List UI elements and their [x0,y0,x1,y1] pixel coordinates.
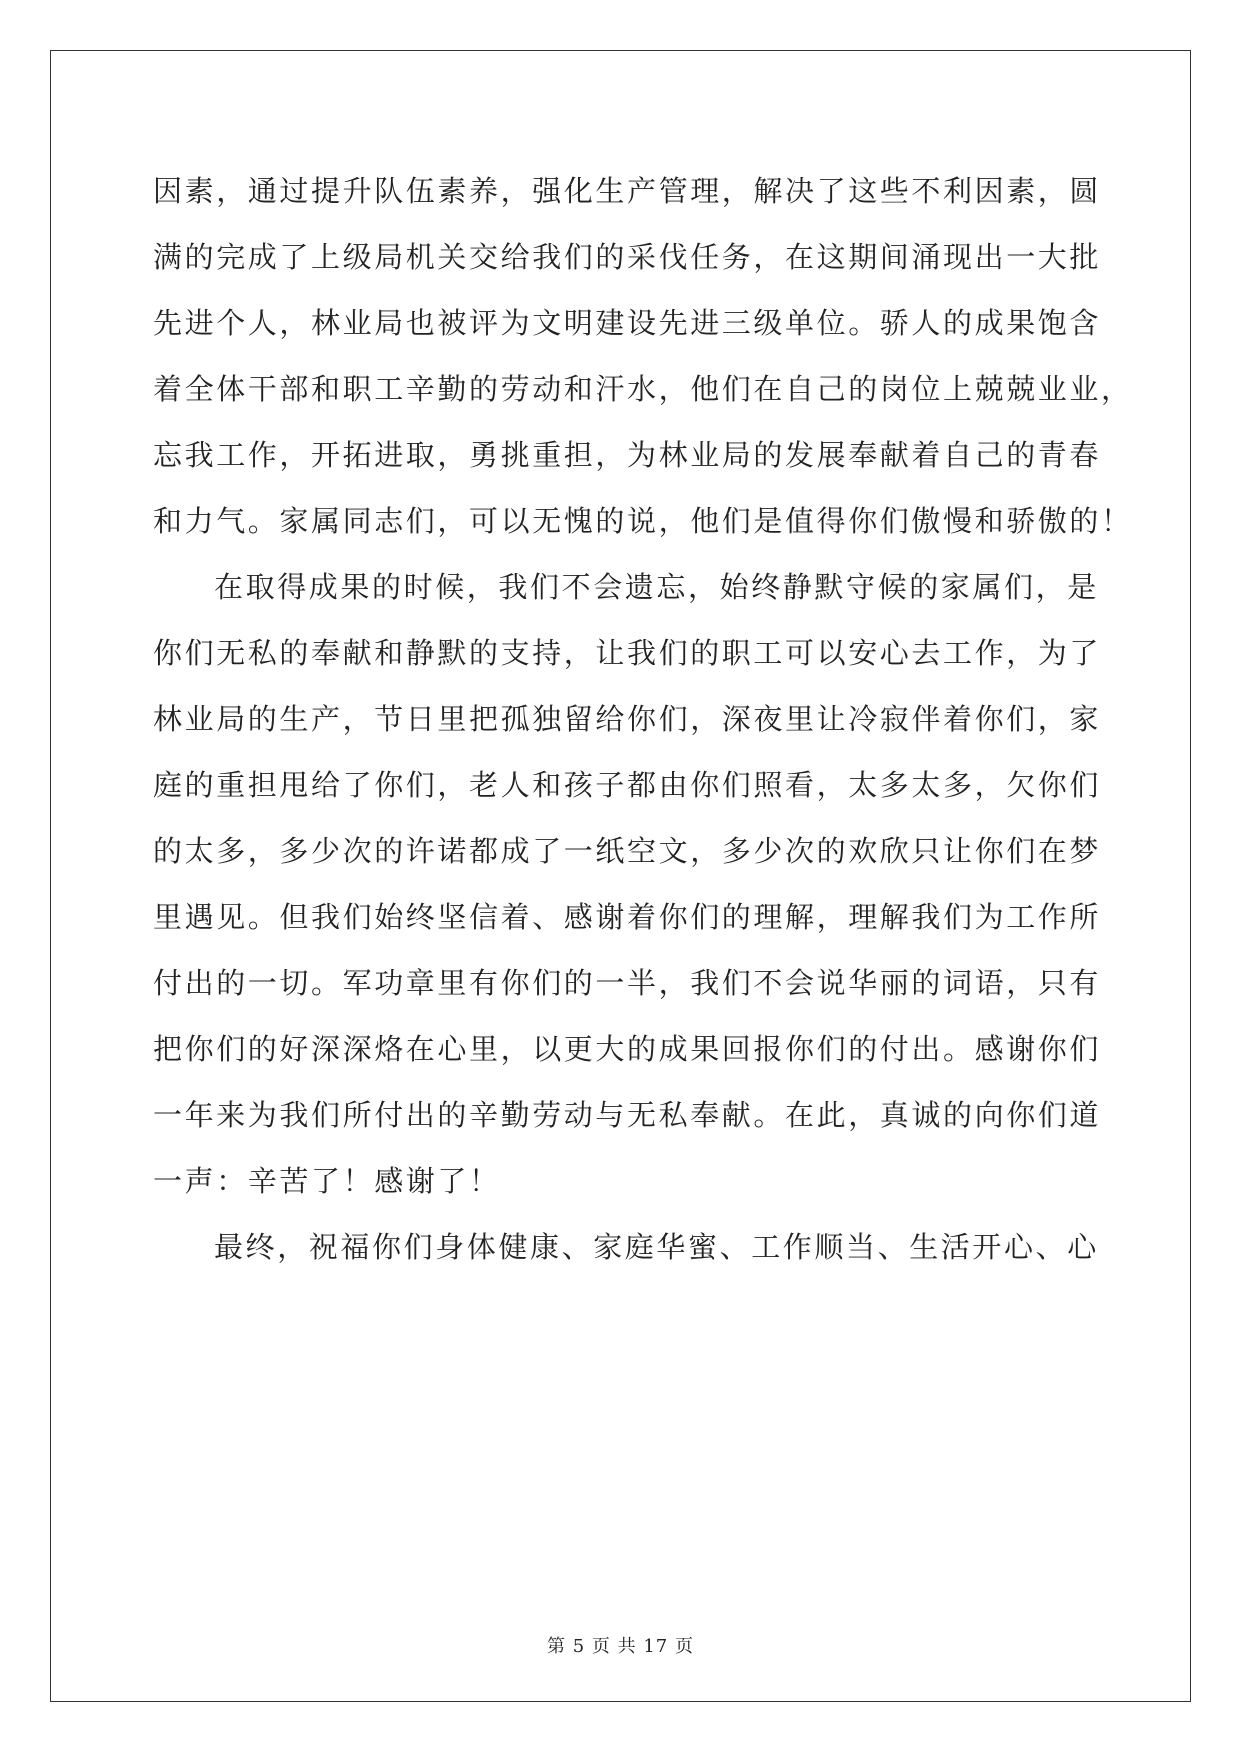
paragraph-start-line: 在取得成果的时候，我们不会遗忘，始终静默守候的家属们，是 [214,570,1099,604]
text-line: 的太多，多少次的许诺都成了一纸空文，多少次的欢欣只让你们在梦 [153,834,1102,868]
text-line: 和力气。家属同志们，可以无愧的说，他们是值得你们傲慢和骄傲的！ [153,504,1133,538]
text-line: 付出的一切。军功章里有你们的一半，我们不会说华丽的词语，只有 [153,966,1102,1000]
page-number-footer: 第 5 页 共 17 页 [547,1636,694,1657]
text-line: 林业局的生产，节日里把孤独留给你们，深夜里让冷寂伴着你们，家 [153,702,1102,736]
text-line: 忘我工作，开拓进取，勇挑重担，为林业局的发展奉献着自己的青春 [153,438,1102,472]
text-line: 满的完成了上级局机关交给我们的采伐任务，在这期间涌现出一大批 [153,240,1102,274]
paragraph-start-line: 最终，祝福你们身体健康、家庭华蜜、工作顺当、生活开心、心 [214,1230,1099,1264]
text-line: 先进个人，林业局也被评为文明建设先进三级单位。骄人的成果饱含 [153,306,1102,340]
document-body [153,158,1133,1280]
text-line: 你们无私的奉献和静默的支持，让我们的职工可以安心去工作，为了 [153,636,1102,670]
text-line: 着全体干部和职工辛勤的劳动和汗水，他们在自己的岗位上兢兢业业， [153,372,1133,406]
text-line: 因素，通过提升队伍素养，强化生产管理，解决了这些不利因素，圆 [153,174,1102,208]
text-line: 庭的重担甩给了你们，老人和孩子都由你们照看，太多太多，欠你们 [153,768,1102,802]
text-line: 一年来为我们所付出的辛勤劳动与无私奉献。在此，真诚的向你们道 [153,1098,1102,1132]
text-line: 里遇见。但我们始终坚信着、感谢着你们的理解，理解我们为工作所 [153,900,1102,934]
text-line: 把你们的好深深烙在心里，以更大的成果回报你们的付出。感谢你们 [153,1032,1102,1066]
paragraph-end-line: 一声：辛苦了！感谢了！ [153,1164,501,1198]
